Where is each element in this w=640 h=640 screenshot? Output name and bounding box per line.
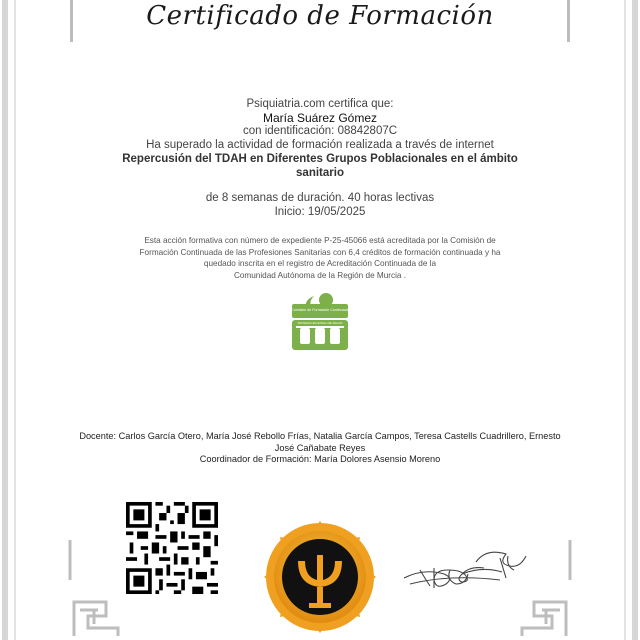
docentes-line: Docente: Carlos García Otero, María José Rebollo Frías, Natalia García Campos, Teresa Castells Cuadrillero, Ernesto [79,431,561,441]
certificate-body [60,98,580,180]
completion-line: Ha superado la actividad de formación realizada a través de internet [146,138,494,151]
course-title-line2: sanitario [296,167,344,179]
left-inner-rail [14,0,16,640]
duration-block [60,192,580,219]
accreditation-line: Comunidad Autónoma de la Región de Murcia . [233,270,407,280]
qr-code-icon[interactable] [126,502,218,594]
certificate-title: Certificado de Formación [146,1,494,31]
faculty-block [20,431,620,466]
course-title-line1: Repercusión del TDAH en Diferentes Grupos Poblacionales en el ámbito [122,153,518,165]
issuer-line: Psiquiatria.com certifica que: [246,98,394,110]
accreditation-line: Esta acción formativa con número de expediente P-25-45066 está acreditada por la Comisión de [144,236,496,245]
start-date-line: Inicio: 19/05/2025 [274,205,366,218]
signature-icon [400,540,530,600]
left-corner-ornament-icon [66,540,126,640]
docentes-line: José Cañabate Reyes [274,442,366,453]
right-border-rail [632,0,638,640]
duration-line: de 8 semanas de duración. 40 horas lectivas [205,192,435,204]
left-border-rail [2,0,8,640]
identification-line: con identificación: 08842807C [242,125,398,137]
recipient-name: María Suárez Gómez [262,110,378,125]
logo-text-line2: SISTEMA NACIONAL DE SALUD [297,321,343,325]
accreditation-line: Formación Continuada de las Profesiones Sanitarias con 6,4 créditos de formación continuada y ha [139,247,501,257]
sistema-acreditacion-logo-icon [290,292,350,354]
logo-text-line1: Comisión de Formación Continuada [291,308,349,312]
accreditation-line: quedado inscrita en el registro de Acreditación Continuada de la [203,259,437,268]
right-inner-rail [624,0,626,640]
psi-seal-icon [264,521,376,633]
coordinator-line: Coordinador de Formación: María Dolores Asensio Moreno [199,454,441,464]
accreditation-text [105,235,535,281]
